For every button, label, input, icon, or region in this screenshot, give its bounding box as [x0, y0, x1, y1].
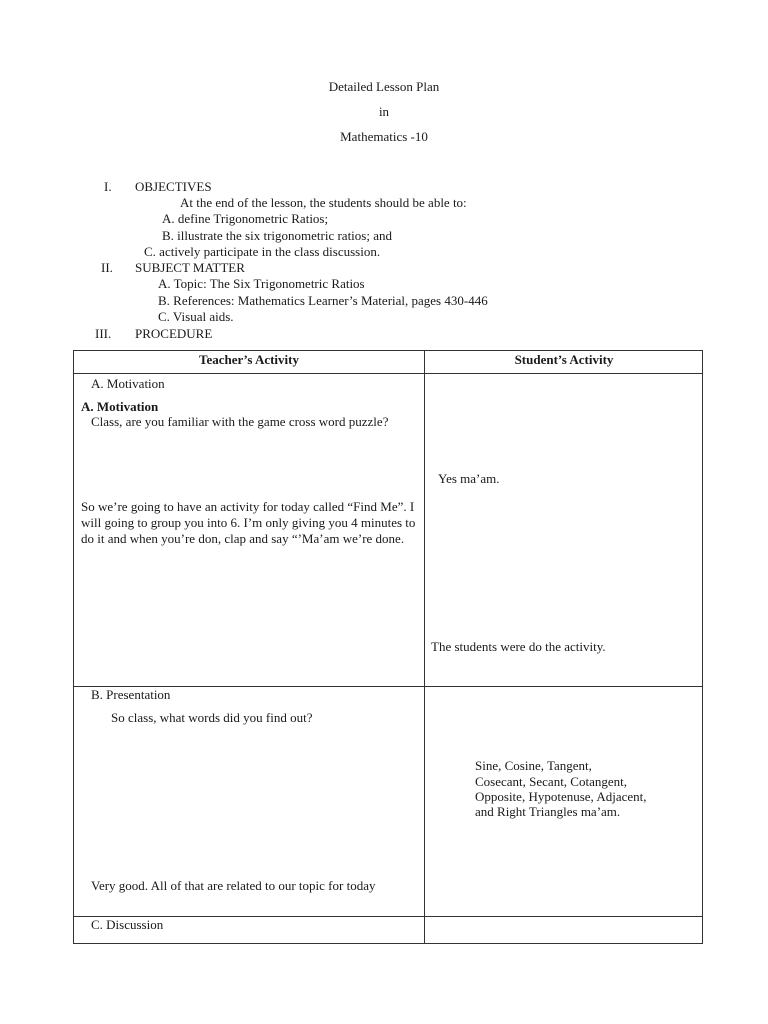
title-line-1: Detailed Lesson Plan — [328, 79, 440, 94]
subject-matter-item: B. References: Mathematics Learner’s Material, pages 430-446 — [158, 293, 488, 308]
presentation-student-line: Sine, Cosine, Tangent, — [475, 758, 592, 773]
presentation-student-line: Opposite, Hypotenuse, Adjacent, — [475, 789, 647, 804]
subject-matter-numeral: II. — [101, 260, 113, 275]
presentation-label: B. Presentation — [91, 687, 171, 702]
procedure-heading: PROCEDURE — [135, 326, 213, 341]
subject-matter-item: A. Topic: The Six Trigonometric Ratios — [158, 276, 365, 291]
procedure-table — [73, 350, 703, 944]
student-activity-header: Student’s Activity — [514, 352, 614, 367]
subject-matter-heading: SUBJECT MATTER — [135, 260, 245, 275]
motivation-label: A. Motivation — [91, 376, 165, 391]
header-row-divider — [74, 373, 702, 374]
objectives-numeral: I. — [104, 179, 112, 194]
discussion-label: C. Discussion — [91, 917, 164, 932]
motivation-teacher-question: Class, are you familiar with the game cross word puzzle? — [91, 414, 389, 429]
presentation-student-line: Cosecant, Secant, Cotangent, — [475, 774, 627, 789]
title-line-3: Mathematics -10 — [340, 129, 428, 144]
objectives-intro: At the end of the lesson, the students should be able to: — [180, 195, 467, 210]
objectives-heading: OBJECTIVES — [135, 179, 212, 194]
objective-item: B. illustrate the six trigonometric ratios; and — [162, 228, 392, 243]
presentation-student-line: and Right Triangles ma’am. — [475, 804, 621, 819]
motivation-teacher-instructions: So we’re going to have an activity for today called “Find Me”. I will going to group you into 6. I’m only giving you 4 minutes to do it and when you’re don, clap and say “’Ma’am we’re done. — [81, 499, 416, 546]
motivation-student-activity: The students were do the activity. — [431, 639, 606, 654]
teacher-activity-header: Teacher’s Activity — [198, 352, 299, 367]
motivation-bold-label: A. Motivation — [81, 399, 159, 414]
presentation-row-divider — [74, 916, 702, 917]
title-line-2: in — [378, 104, 390, 119]
presentation-teacher-closing: Very good. All of that are related to our topic for today — [91, 878, 376, 893]
motivation-student-answer: Yes ma’am. — [438, 471, 500, 486]
presentation-teacher-question: So class, what words did you find out? — [111, 710, 313, 725]
column-divider — [424, 351, 425, 943]
procedure-numeral: III. — [95, 326, 112, 341]
objective-item: C. actively participate in the class discussion. — [144, 244, 381, 259]
objective-item: A. define Trigonometric Ratios; — [162, 211, 329, 226]
subject-matter-item: C. Visual aids. — [158, 309, 234, 324]
